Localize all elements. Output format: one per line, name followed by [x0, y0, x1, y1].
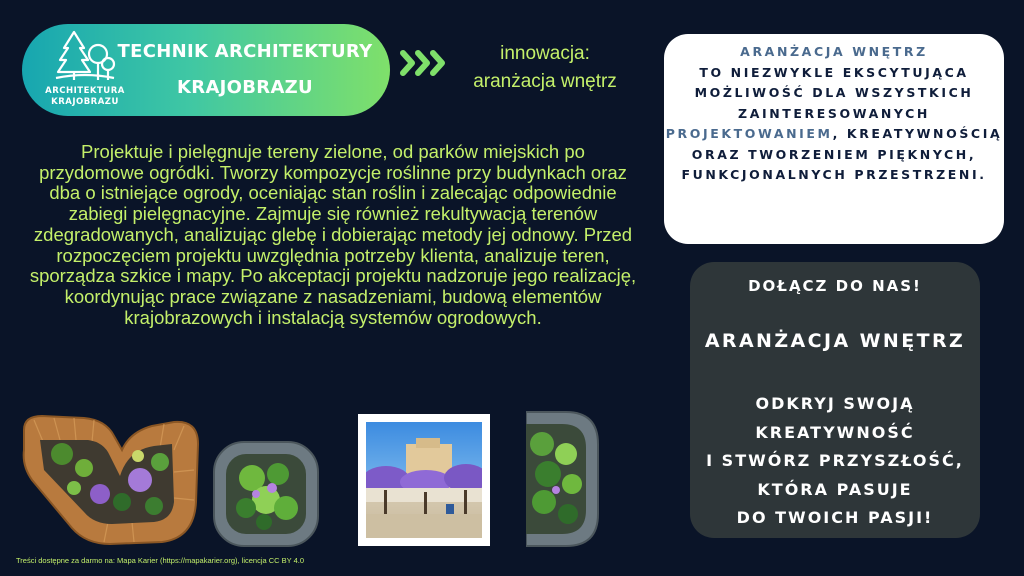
page-title [100, 34, 390, 106]
square-planter-illustration [212, 440, 320, 548]
chevrons-right-icon [398, 48, 450, 78]
innovation-label [450, 40, 640, 96]
title-line1: TECHNIK ARCHITEKTURY [117, 41, 373, 62]
info-card-heading: ARANŻACJA WNĘTRZ [740, 44, 928, 59]
cta-line1: ODKRYJ SWOJĄ [755, 394, 915, 413]
cta-title: ARANŻACJA WNĘTRZ [704, 330, 966, 352]
cta-line2: KREATYWNOŚĆ [755, 422, 915, 442]
half-planter-illustration [526, 410, 600, 548]
cta-card [690, 262, 980, 538]
job-description: Projektuje i pielęgnuje tereny zielone, od parków miejskich po przydomowe ogródki. Tworzy kompozycje roślinne przy budynkach oraz dba o istniejące ogrody, oceniając stan roślin i zalecając odpowiednie zabiegi pielęgnacyjne. Zajmuje się również rekultywacją terenów zdegradowanych, analizując glebę i dobierając metody jej odnowy. Przed rozpoczęciem projektu uwzględnia potrzeby klienta, analizuje teren, sporządza szkice i mapy. Po akceptacji projektu nadzoruje jego realizację, koordynując prace związane z nasadzeniami, budową elementów krajobrazowych i instalacją systemów ogrodowych. [29, 141, 637, 328]
cta-line4: KTÓRA PASUJE [757, 479, 913, 499]
cta-line3: I STWÓRZ PRZYSZŁOŚĆ, [706, 451, 964, 470]
street-photo [358, 414, 490, 546]
logo-text-line1: ARCHITEKTURA [45, 86, 125, 96]
info-card-text-1: TO NIEZWYKLE EKSCYTUJĄCA MOŻLIWOŚĆ DLA WSZYSTKICH ZAINTERESOWANYCH [694, 64, 974, 121]
innovation-line1: innowacja: [500, 43, 590, 64]
curved-planter-illustration [14, 410, 202, 548]
title-line2: KRAJOBRAZU [177, 77, 313, 98]
cta-join: DOŁĄCZ DO NAS! [748, 277, 922, 295]
cta-lines [690, 390, 980, 533]
street-photo-image [366, 422, 482, 538]
logo-text-line2: KRAJOBRAZU [51, 97, 119, 107]
info-card-text-2: , KREATYWNOŚCIĄ ORAZ TWORZENIEM PIĘKNYCH, FUNKCJONALNYCH PRZESTRZENI. [681, 126, 1003, 182]
cta-line5: DO TWOICH PASJI! [736, 508, 934, 527]
info-card-highlight: PROJEKTOWANIEM [665, 126, 833, 141]
info-card [664, 34, 1004, 244]
footer-credit: Treści dostępne za darmo na: Mapa Karier (https://mapakarier.org), licencja CC BY 4.0 [16, 556, 305, 565]
innovation-line2: aranżacja wnętrz [473, 71, 617, 92]
